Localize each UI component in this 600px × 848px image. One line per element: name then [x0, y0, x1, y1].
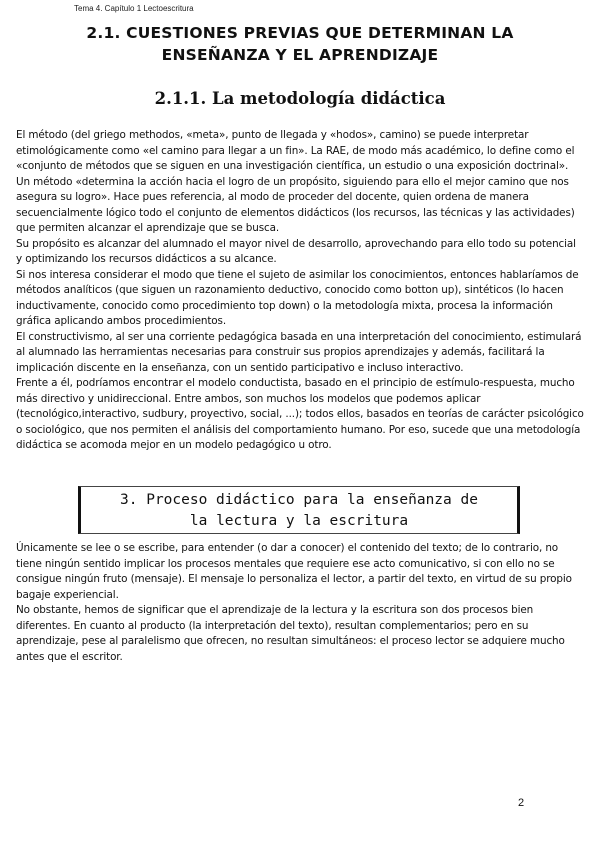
page-number: 2 — [518, 797, 525, 809]
paragraph: El método (del griego methodos, «meta», punto de llegada y «hodos», camino) se puede interpretar etimológicamente como «el camino para llegar a un fin». La RAE, de modo más académico, lo define como el «conjunto de métodos que se siguen en una investigación científica, un estudio o una exposición doctrinal». — [16, 129, 575, 172]
paragraph: Frente a él, podríamos encontrar el modelo conductista, basado en el principio de estímulo-respuesta, mucho más directivo y unidireccional. Entre ambos, son muchos los modelos que podemos aplicar (tecnológico,interactivo, sudbury, proyectivo, social, ...); todos ellos, basados en teorías de carácter psicológico o sociológico, que nos permiten el análisis del comportamiento humano. Por eso, sucede que una metodología didáctica se acomoda mejor en un modelo pedagógico u otro. — [16, 377, 584, 451]
reading-writing-body — [16, 541, 584, 665]
section-title — [40, 22, 560, 66]
paragraph: Un método «determina la acción hacia el logro de un propósito, siguiendo para ello el mejor camino que nos asegura su logro». Hace pues referencia, al modo de proceder del docente, quien ordena de manera secuencialmente lógico todo el conjunto de elementos didácticos (los recursos, las técnicas y las actividades) que permiten alcanzar el aprendizaje que se busca. — [16, 175, 575, 234]
section-title-line-2: ENSEÑANZA Y EL APRENDIZAJE — [161, 46, 439, 64]
methodology-body — [16, 128, 584, 454]
paragraph: No obstante, hemos de significar que el aprendizaje de la lectura y la escritura son dos procesos bien diferentes. En cuanto al producto (la interpretación del texto), resultan complementarios; pero en su aprendizaje, pese al paralelismo que ofrecen, no resultan simultáneos: el proceso lector se adquiere mucho antes que el escritor. — [16, 604, 565, 663]
paragraph: Únicamente se lee o se escribe, para entender (o dar a conocer) el contenido del texto; de lo contrario, no tiene ningún sentido implicar los procesos mentales que requiere ese acto comunicativo, si con ello no se consigue ningún fruto (mensaje). El mensaje lo personaliza el lector, a partir del texto, en virtud de su propio bagaje experiencial. — [16, 542, 572, 601]
boxed-heading-line-1: 3. Proceso didáctico para la enseñanza de — [120, 492, 478, 508]
boxed-heading-line-2: la lectura y la escritura — [189, 513, 409, 529]
paragraph: Si nos interesa considerar el modo que tiene el sujeto de asimilar los conocimientos, entonces hablaríamos de métodos analíticos (que siguen un razonamiento deductivo, conocido como botton up), sintéticos (lo hacen inductivamente, conocido como procedimiento top down) o la metodología mixta, procesa la información gráfica aplicando ambos procedimientos. — [16, 268, 579, 327]
subsection-title: 2.1.1. La metodología didáctica — [154, 89, 446, 108]
paragraph: Su propósito es alcanzar del alumnado el mayor nivel de desarrollo, aprovechando para ello todo su potencial y optimizando los recursos didácticos a su alcance. — [16, 237, 576, 265]
running-header: Tema 4. Capítulo 1 Lectoescritura — [74, 4, 194, 13]
section-title-line-1: 2.1. CUESTIONES PREVIAS QUE DETERMINAN LA — [86, 24, 514, 42]
paragraph: El constructivismo, al ser una corriente pedagógica basada en una interpretación del conocimiento, estimulará al alumnado las herramientas necesarias para construir sus propios aprendizajes y además, facilitará la implicación discente en la enseñanza, con un sentido participativo e incluso interactivo. — [16, 330, 582, 374]
boxed-section-heading — [78, 486, 520, 534]
